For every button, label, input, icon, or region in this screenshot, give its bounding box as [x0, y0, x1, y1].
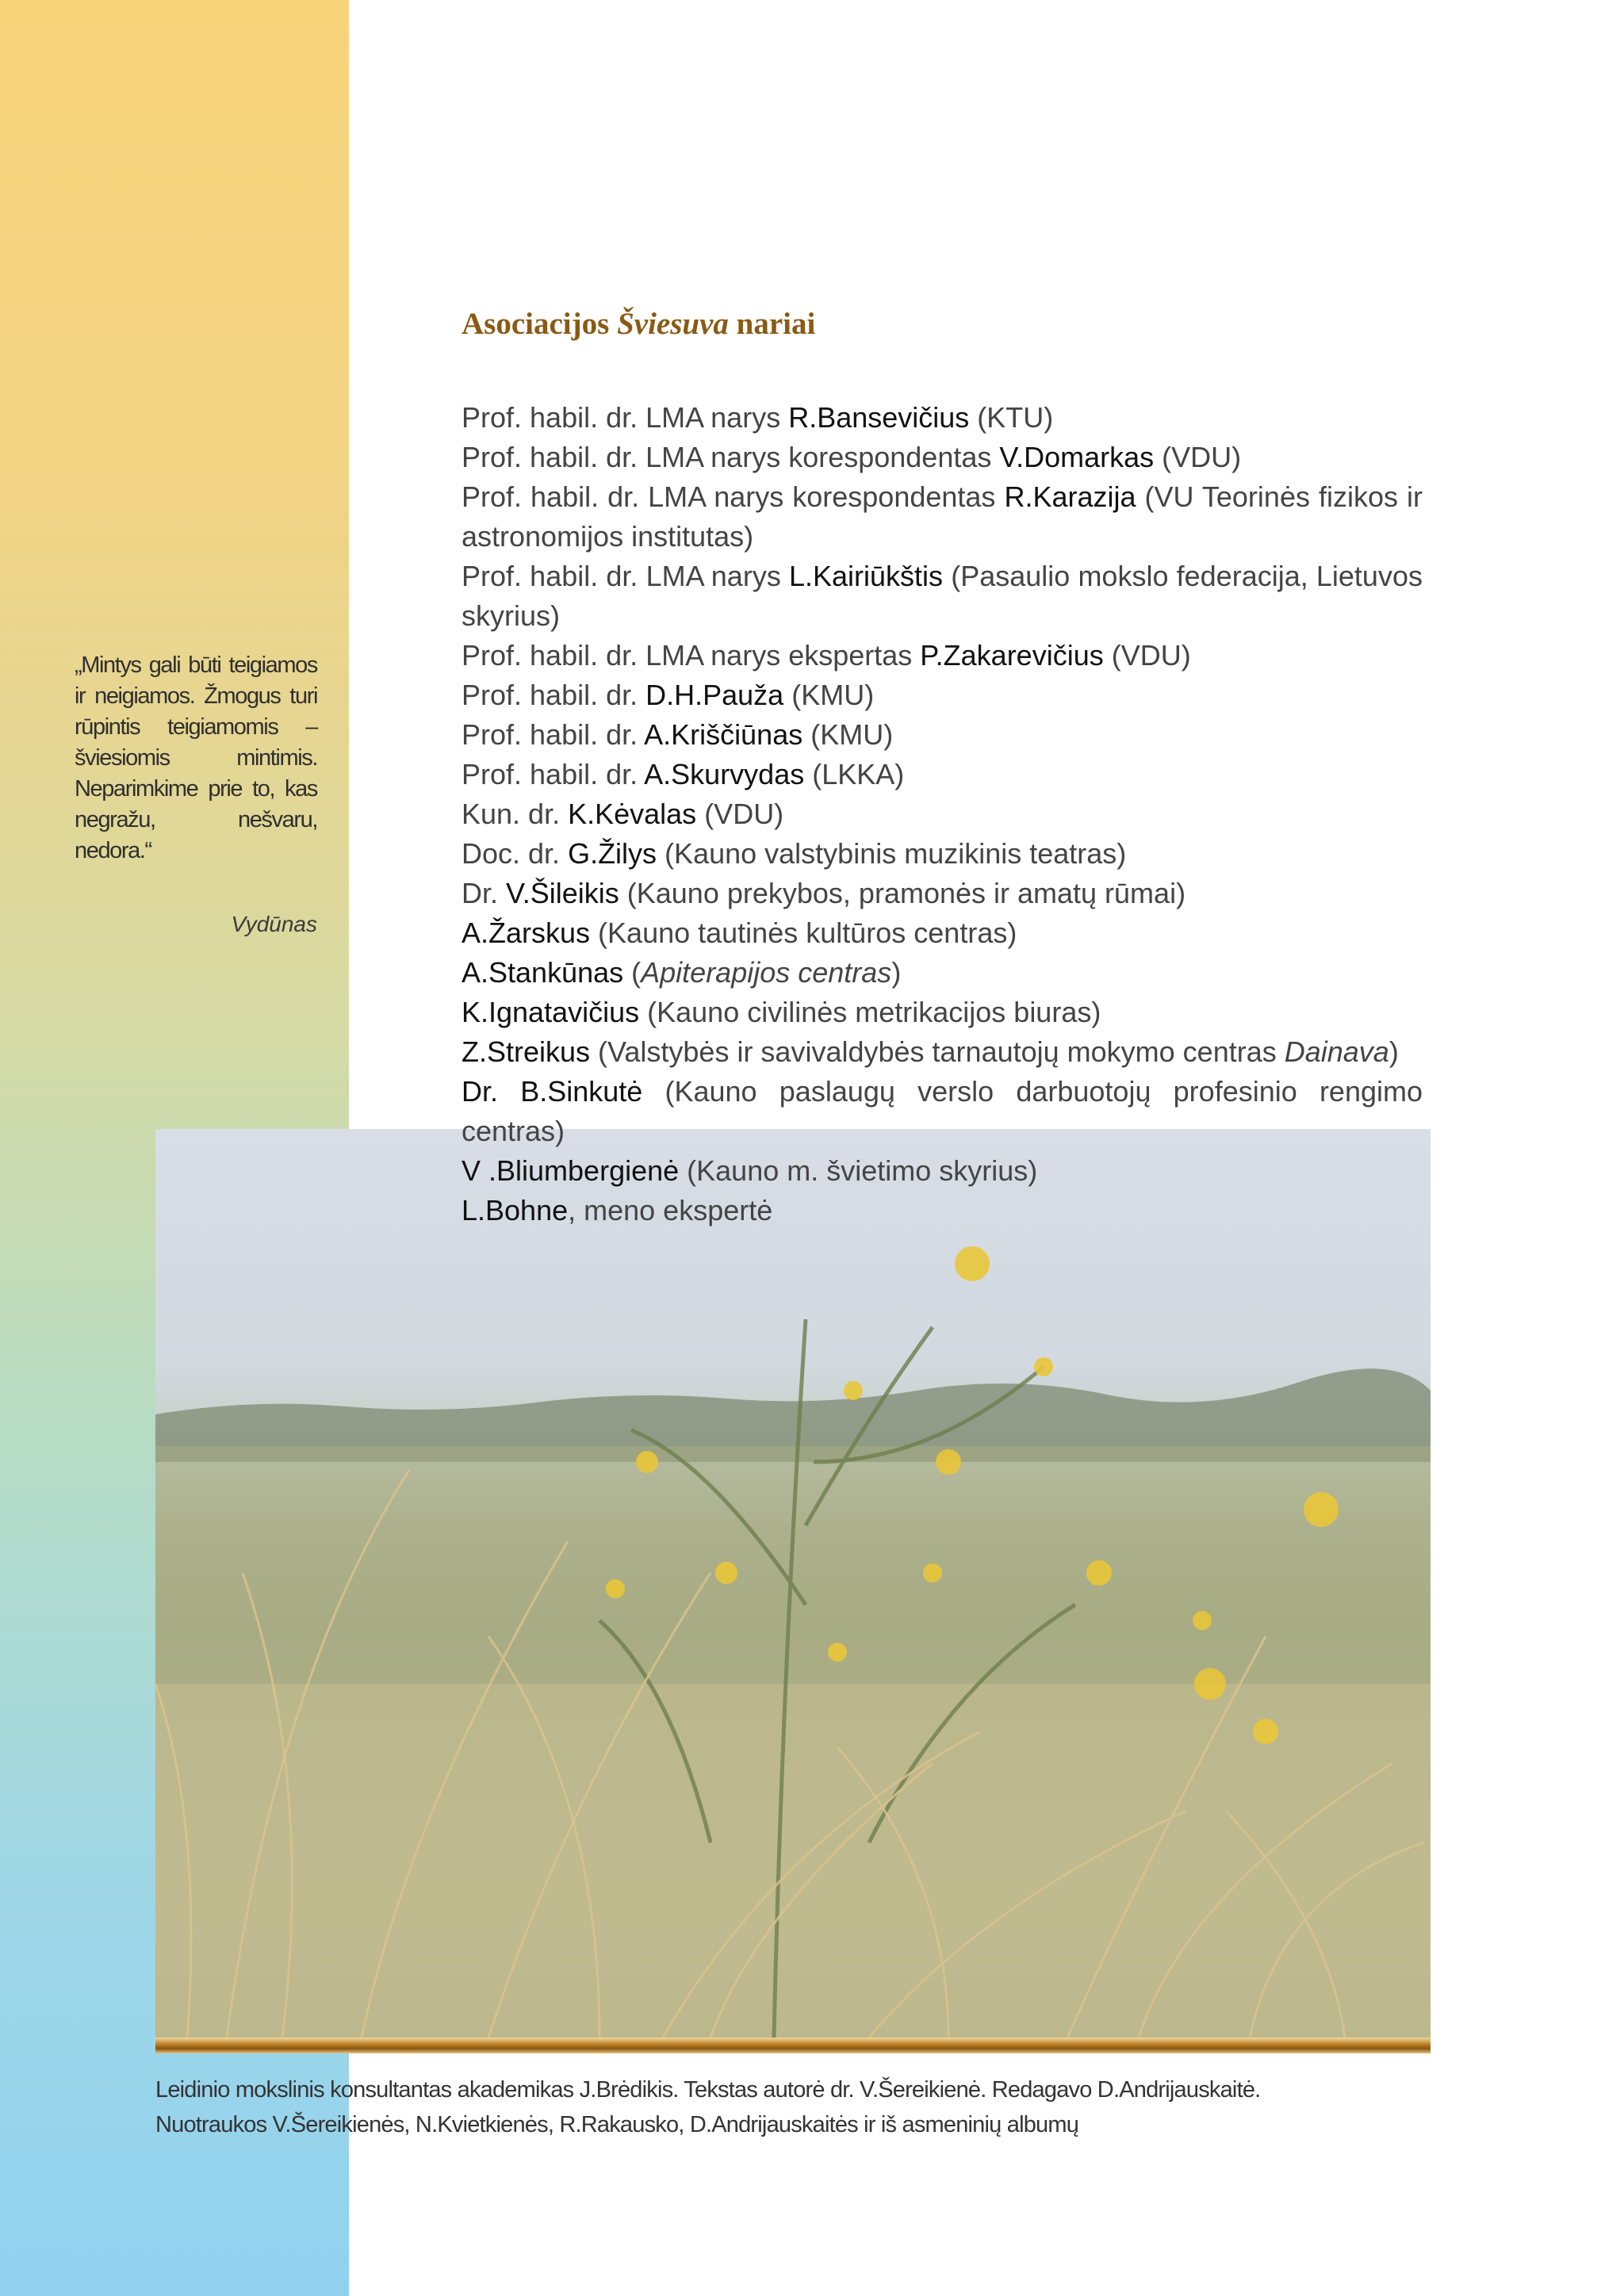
- member-name: A.Skurvydas: [644, 758, 805, 790]
- member-affiliation: (VDU): [696, 798, 784, 830]
- title-prefix: Asociacijos: [462, 307, 618, 341]
- member-title: Dr.: [462, 877, 507, 909]
- credits-line-2: Nuotraukos V.Šereikienės, N.Kvietkienės, R.Rakausko, D.Andrijauskaitės ir iš asmeninių albumų: [155, 2112, 1079, 2137]
- title-emphasis: Šviesuva: [617, 307, 729, 341]
- member-name: Z.Streikus: [462, 1035, 591, 1068]
- member-row: [462, 834, 1423, 874]
- member-affiliation: (VDU): [1154, 441, 1242, 473]
- member-affiliation: (Pasaulio mokslo federacija, Lietuvos skyrius): [462, 560, 1423, 632]
- member-name: G.Žilys: [568, 837, 657, 870]
- member-affiliation: (Kauno valstybinis muzikinis teatras): [657, 837, 1127, 870]
- member-name: Dr. B.Sinkutė: [462, 1075, 643, 1108]
- member-affiliation: (VDU): [1103, 639, 1191, 672]
- title-suffix: nariai: [728, 307, 816, 341]
- member-affiliation: , meno ekspertė: [568, 1194, 773, 1226]
- member-affiliation-emphasis: Apiterapijos centras: [641, 956, 892, 989]
- quote-text: „Mintys gali būti teigiamos ir neigiamos. Žmogus turi rūpintis teigiamomis – šviesiomis mintimis. Neparimkime prie to, kas negražu, nešvaru, nedora.“: [75, 652, 317, 863]
- member-row: [462, 557, 1423, 636]
- member-row: [462, 1191, 1423, 1230]
- member-row: [462, 913, 1423, 953]
- member-name: A.Žarskus: [462, 916, 591, 949]
- member-title: Prof. habil. dr. LMA narys: [462, 560, 789, 592]
- member-row: [462, 675, 1423, 715]
- member-affiliation: (LKKA): [804, 758, 905, 790]
- member-affiliation: (Kauno prekybos, pramonės ir amatų rūmai): [619, 877, 1186, 909]
- member-title: Prof. habil. dr.: [462, 679, 646, 711]
- meadow-photo: [155, 1129, 1431, 2038]
- member-affiliation: (KTU): [969, 401, 1054, 434]
- member-title: Prof. habil. dr.: [462, 758, 645, 790]
- member-name: A.Kriščiūnas: [644, 718, 803, 751]
- member-affiliation: (Kauno civilinės metrikacijos biuras): [639, 996, 1101, 1028]
- member-row: [462, 794, 1423, 834]
- member-affiliation: (KMU): [802, 718, 894, 751]
- member-title: Doc. dr.: [462, 837, 569, 870]
- member-row: [462, 1151, 1423, 1191]
- member-row: [462, 715, 1423, 755]
- member-name: V .Bliumbergienė: [462, 1154, 680, 1187]
- member-title: Kun. dr.: [462, 798, 569, 830]
- member-title: Prof. habil. dr. LMA narys korespondentas: [462, 480, 1005, 513]
- member-title: Prof. habil. dr. LMA narys korespondentas: [462, 441, 1000, 473]
- member-affiliation-end: ): [1388, 1035, 1399, 1068]
- member-affiliation: (VU Teorinės fizikos ir astronomijos institutas): [462, 480, 1423, 553]
- member-name: K.Ignatavičius: [462, 996, 640, 1028]
- member-name: R.Karazija: [1004, 480, 1136, 513]
- member-row: [462, 1032, 1423, 1072]
- member-row: [462, 1072, 1423, 1151]
- credits: [155, 2072, 1424, 2142]
- member-row: [462, 755, 1423, 794]
- member-name: L.Kairiūkštis: [788, 560, 944, 592]
- member-name: D.H.Pauža: [645, 679, 784, 711]
- member-name: V.Šileikis: [506, 877, 619, 909]
- member-name: R.Bansevičius: [788, 401, 970, 434]
- credits-line-1: Leidinio mokslinis konsultantas akademikas J.Brėdikis. Tekstas autorė dr. V.Šereikienė. Redagavo D.Andrijauskaitė.: [155, 2077, 1261, 2103]
- member-name: P.Zakarevičius: [920, 639, 1104, 672]
- member-title: Prof. habil. dr. LMA narys ekspertas: [462, 639, 921, 672]
- member-row: [462, 398, 1423, 438]
- member-affiliation: (: [623, 956, 642, 989]
- member-row: [462, 477, 1423, 557]
- members-list: [462, 398, 1423, 1230]
- quote-author: Vydūnas: [231, 912, 317, 936]
- member-name: L.Bohne: [462, 1194, 569, 1226]
- member-affiliation: (KMU): [783, 679, 875, 711]
- meadow-illustration: [155, 1129, 1431, 2038]
- member-name: A.Stankūnas: [462, 956, 624, 989]
- member-row: [462, 953, 1423, 993]
- member-row: [462, 874, 1423, 913]
- member-affiliation: (Kauno tautinės kultūros centras): [590, 916, 1017, 949]
- member-affiliation: (Valstybės ir savivaldybės tarnautojų mokymo centras: [590, 1035, 1285, 1068]
- member-name: K.Kėvalas: [568, 798, 697, 830]
- page-title: [462, 306, 815, 342]
- member-row: [462, 636, 1423, 675]
- member-affiliation-end: ): [891, 956, 902, 989]
- member-row: [462, 993, 1423, 1032]
- member-title: Prof. habil. dr.: [462, 718, 645, 751]
- member-title: Prof. habil. dr. LMA narys: [462, 401, 789, 434]
- member-row: [462, 438, 1423, 477]
- member-affiliation: (Kauno m. švietimo skyrius): [679, 1154, 1038, 1187]
- member-name: V.Domarkas: [999, 441, 1155, 473]
- member-affiliation-emphasis: Dainava: [1284, 1035, 1389, 1068]
- member-affiliation: (Kauno paslaugų verslo darbuotojų profesinio rengimo centras): [462, 1075, 1423, 1147]
- photo-frame-bar: [155, 2038, 1431, 2053]
